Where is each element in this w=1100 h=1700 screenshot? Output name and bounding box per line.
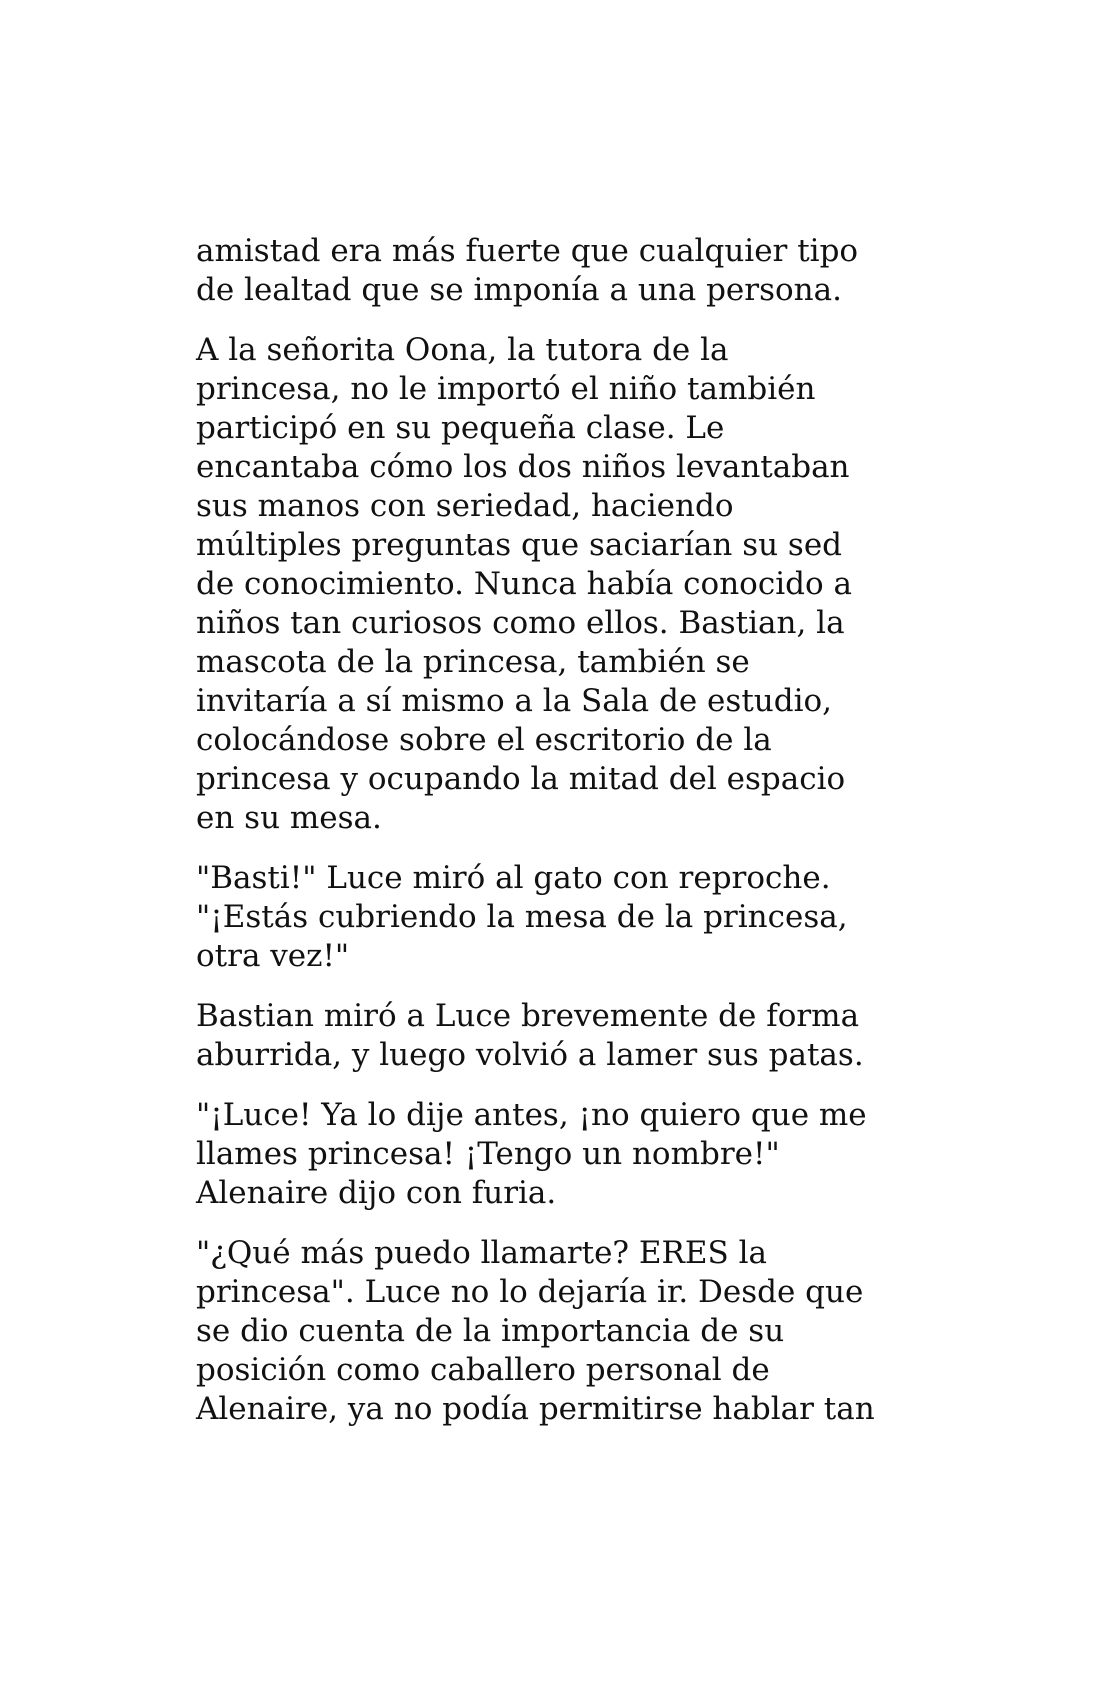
text-line: mascota de la princesa, también se	[196, 644, 750, 680]
text-line: princesa y ocupando la mitad del espacio	[196, 761, 846, 797]
text-line: participó en su pequeña clase. Le	[196, 410, 725, 446]
text-line: llames princesa! ¡Tengo un nombre!"	[196, 1136, 780, 1172]
text-line: "¿Qué más puedo llamarte? ERES la	[196, 1235, 767, 1271]
paragraph-5	[196, 1096, 916, 1213]
text-line: Bastian miró a Luce brevemente de forma	[196, 998, 860, 1034]
paragraph-2	[196, 331, 916, 838]
text-line: princesa". Luce no lo dejaría ir. Desde que	[196, 1274, 864, 1310]
text-line: Alenaire dijo con furia.	[196, 1175, 557, 1211]
text-line: otra vez!"	[196, 938, 350, 974]
text-line: de lealtad que se imponía a una persona.	[196, 272, 842, 308]
text-line: se dio cuenta de la importancia de su	[196, 1313, 785, 1349]
book-page-text	[196, 232, 916, 1450]
paragraph-1	[196, 232, 916, 310]
paragraph-4	[196, 997, 916, 1075]
text-line: aburrida, y luego volvió a lamer sus patas.	[196, 1037, 864, 1073]
text-line: "Basti!" Luce miró al gato con reproche.	[196, 860, 831, 896]
text-line: en su mesa.	[196, 800, 382, 836]
text-line: amistad era más fuerte que cualquier tipo	[196, 233, 859, 269]
text-line: "¡Estás cubriendo la mesa de la princesa,	[196, 899, 848, 935]
text-line: posición como caballero personal de	[196, 1352, 770, 1388]
text-line: princesa, no le importó el niño también	[196, 371, 816, 407]
text-line: de conocimiento. Nunca había conocido a	[196, 566, 852, 602]
paragraph-6	[196, 1234, 916, 1429]
text-line: A la señorita Oona, la tutora de la	[196, 332, 729, 368]
text-line: encantaba cómo los dos niños levantaban	[196, 449, 850, 485]
text-line: Alenaire, ya no podía permitirse hablar tan	[196, 1391, 875, 1427]
text-line: niños tan curiosos como ellos. Bastian, la	[196, 605, 845, 641]
text-line: invitaría a sí mismo a la Sala de estudio,	[196, 683, 833, 719]
paragraph-3	[196, 859, 916, 976]
text-line: colocándose sobre el escritorio de la	[196, 722, 772, 758]
text-line: múltiples preguntas que saciarían su sed	[196, 527, 843, 563]
text-line: sus manos con seriedad, haciendo	[196, 488, 734, 524]
text-line: "¡Luce! Ya lo dije antes, ¡no quiero que me	[196, 1097, 867, 1133]
